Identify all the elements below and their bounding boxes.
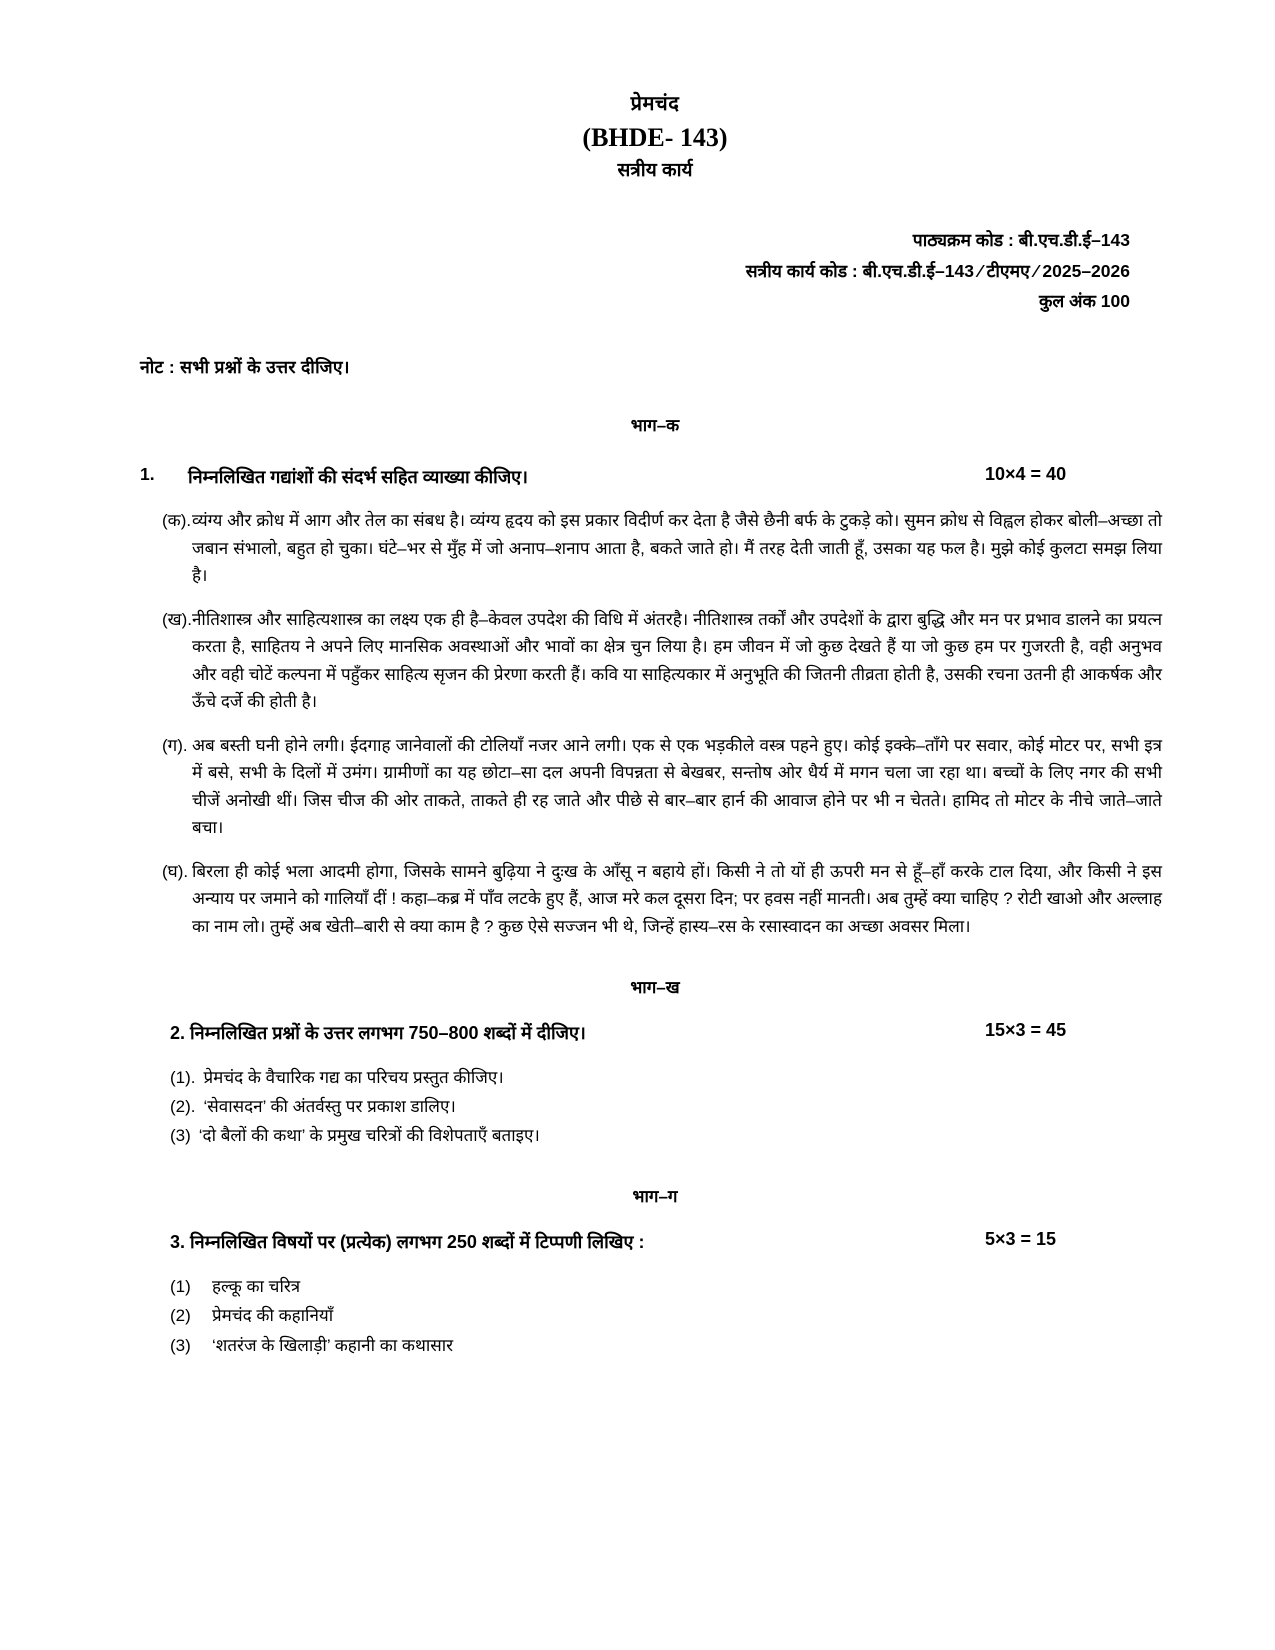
passage-label: (ख). — [162, 609, 192, 629]
author-title: प्रेमचंद — [630, 93, 680, 115]
passage-body: बिरला ही कोई भला आदमी होगा, जिसके सामने बुढ़िया ने दुःख के आँसू न बहाये हों। किसी ने तो यों ही ऊपरी मन से हूँ–हाँ करके टाल दिया, और किसी ने इस अन्याय पर जमाने को गालियाँ दीं ! कहा–कब्र में पाँव लटके हुए हैं, आज मरे कल दूसरा दिन; पर हवस नहीं मानती। अब तुम्हें क्या चाहिए ? रोटी खाओ और अल्लाह का नाम लो। तुम्हें अब खेती–बारी से क्या काम है ? कुछ ऐसे सज्जन भी थे, जिन्हें हास्य–रस के रसास्वादन का अच्छा अवसर मिला। — [192, 861, 1162, 936]
list-item-marker: (2) — [170, 1306, 191, 1326]
question-3-row — [140, 1229, 1170, 1256]
question-2-marks: 15×3 = 45 — [985, 1019, 1067, 1040]
list-item — [170, 1272, 1170, 1301]
list-item-text: ‘शतरंज के खिलाड़ी’ कहानी का कथासार — [212, 1335, 454, 1355]
list-item-text: ‘दो बैलों की कथा’ के प्रमुख चरित्रों की विशेपताएँ बताइए। — [198, 1125, 540, 1145]
part-a-heading: भाग–क — [630, 416, 680, 436]
part-b-heading: भाग–ख — [630, 977, 680, 997]
question-3-marks: 5×3 = 15 — [985, 1229, 1057, 1250]
passage-label: (क). — [162, 511, 192, 531]
passage-item — [140, 858, 1170, 941]
course-code-line: पाठ्यक्रम कोड : बी.एच.डी.ई–143 — [912, 230, 1130, 251]
passage-item — [140, 507, 1170, 590]
question-1-text: निम्नलिखित गद्यांशों की संदर्भ सहित व्याख्या कीजिए। — [188, 467, 528, 488]
list-item — [170, 1092, 1170, 1121]
part-c-heading: भाग–ग — [632, 1187, 678, 1207]
course-code-title: (BHDE- 143) — [582, 123, 728, 152]
question-1-marks: 10×4 = 40 — [985, 464, 1067, 485]
total-marks-line: कुल अंक 100 — [1038, 291, 1130, 312]
list-item — [170, 1063, 1170, 1092]
passage-body: अब बस्ती घनी होने लगी। ईदगाह जानेवालों की टोलियाँ नजर आने लगी। एक से एक भड़कीले वस्त्र पहने हुए। कोई इक्के–ताँगे पर सवार, कोई मोटर पर, सभी इत्र में बसे, सभी के दिलों में उमंग। ग्रामीणों का यह छोटा–सा दल अपनी विपन्नता से बेखबर, सन्तोष ओर धैर्य में मगन चला जा रहा था। बच्चों के लिए नगर की सभी चीजें अनोखी थीं। जिस चीज की ओर ताकते, ताकते ही रह जाते और पीछे से बार–बार हार्न की आवाज होने पर भी न चेतते। हामिद तो मोटर के नीचे जाते–जाते बचा। — [192, 735, 1162, 838]
passage-label: (घ). — [162, 861, 189, 881]
list-item-text: हल्कू का चरित्र — [212, 1277, 301, 1297]
assignment-code-line: सत्रीय कार्य कोड : बी.एच.डी.ई–143 ⁄ टीएमए ⁄ 2025–2026 — [745, 260, 1130, 281]
list-item-marker: (1). — [170, 1067, 196, 1087]
list-item-text: प्रेमचंद के वैचारिक गद्य का परिचय प्रस्तुत कीजिए। — [203, 1067, 504, 1087]
list-item-text: प्रेमचंद की कहानियाँ — [212, 1306, 334, 1326]
question-3-list — [140, 1272, 1170, 1360]
list-item-marker: (2). — [170, 1096, 196, 1116]
question-3-text: 3. निम्नलिखित विषयों पर (प्रत्येक) लगभग 250 शब्दों में टिप्पणी लिखिए : — [170, 1232, 645, 1253]
list-item-marker: (3) — [170, 1335, 191, 1355]
list-item — [170, 1331, 1170, 1360]
list-item — [170, 1121, 1170, 1150]
question-2-row — [140, 1020, 1170, 1047]
question-2-text: 2. निम्नलिखित प्रश्नों के उत्तर लगभग 750–800 शब्दों में दीजिए। — [170, 1022, 586, 1043]
passage-item — [140, 732, 1170, 842]
passage-label: (ग). — [162, 735, 188, 755]
passage-body: व्यंग्य और क्रोध में आग और तेल का संबध है। व्यंग्य हृदय को इस प्रकार विदीर्ण कर देता है जैसे छैनी बर्फ के टुकड़े को। सुमन क्रोध से विह्वल होकर बोली–अच्छा तो जबान संभालो, बहुत हो चुका। घंटे–भर से मुँह में जो अनाप–शनाप आता है, बकते जाते हो। मैं तरह देती जाती हूँ, उसका यह फल है। मुझे कोई कुलटा समझ लिया है। — [192, 511, 1162, 586]
meta-block — [140, 225, 1170, 317]
list-item-text: ‘सेवासदन’ की अंतर्वस्तु पर प्रकाश डालिए। — [203, 1096, 456, 1116]
assignment-subtitle: सत्रीय कार्य — [617, 159, 693, 181]
passage-item — [140, 606, 1170, 716]
note-text: नोट : सभी प्रश्नों के उत्तर दीजिए। — [140, 357, 350, 378]
list-item-marker: (1) — [170, 1277, 191, 1297]
passage-body: नीतिशास्त्र और साहित्यशास्त्र का लक्ष्य एक ही है–केवल उपदेश की विधि में अंतरहै। नीतिशास्त्र तर्कों और उपदेशों के द्वारा बुद्धि और मन पर प्रभाव डालने का प्रयत्न करता है, साहितय ने अपने लिए मानसिक अवस्थाओं और भावों का क्षेत्र चुन लिया है। हम जीवन में जो कुछ देखते हैं या जो कुछ हम पर गुजरती है, वही अनुभव और वही चोटें कल्पना में पहुँकर साहित्य सृजन की प्रेरणा करती हैं। कवि या साहित्यकार में अनुभूति की जितनी तीव्रता होती है, उसकी रचना उतनी ही आकर्षक और ऊँचे दर्जे की हाेती है। — [192, 609, 1162, 712]
question-1-row — [140, 464, 1170, 491]
question-1-number: 1. — [140, 464, 155, 485]
list-item — [170, 1301, 1170, 1330]
question-2-list — [140, 1063, 1170, 1151]
document-header — [140, 89, 1170, 185]
list-item-marker: (3) — [170, 1125, 191, 1145]
